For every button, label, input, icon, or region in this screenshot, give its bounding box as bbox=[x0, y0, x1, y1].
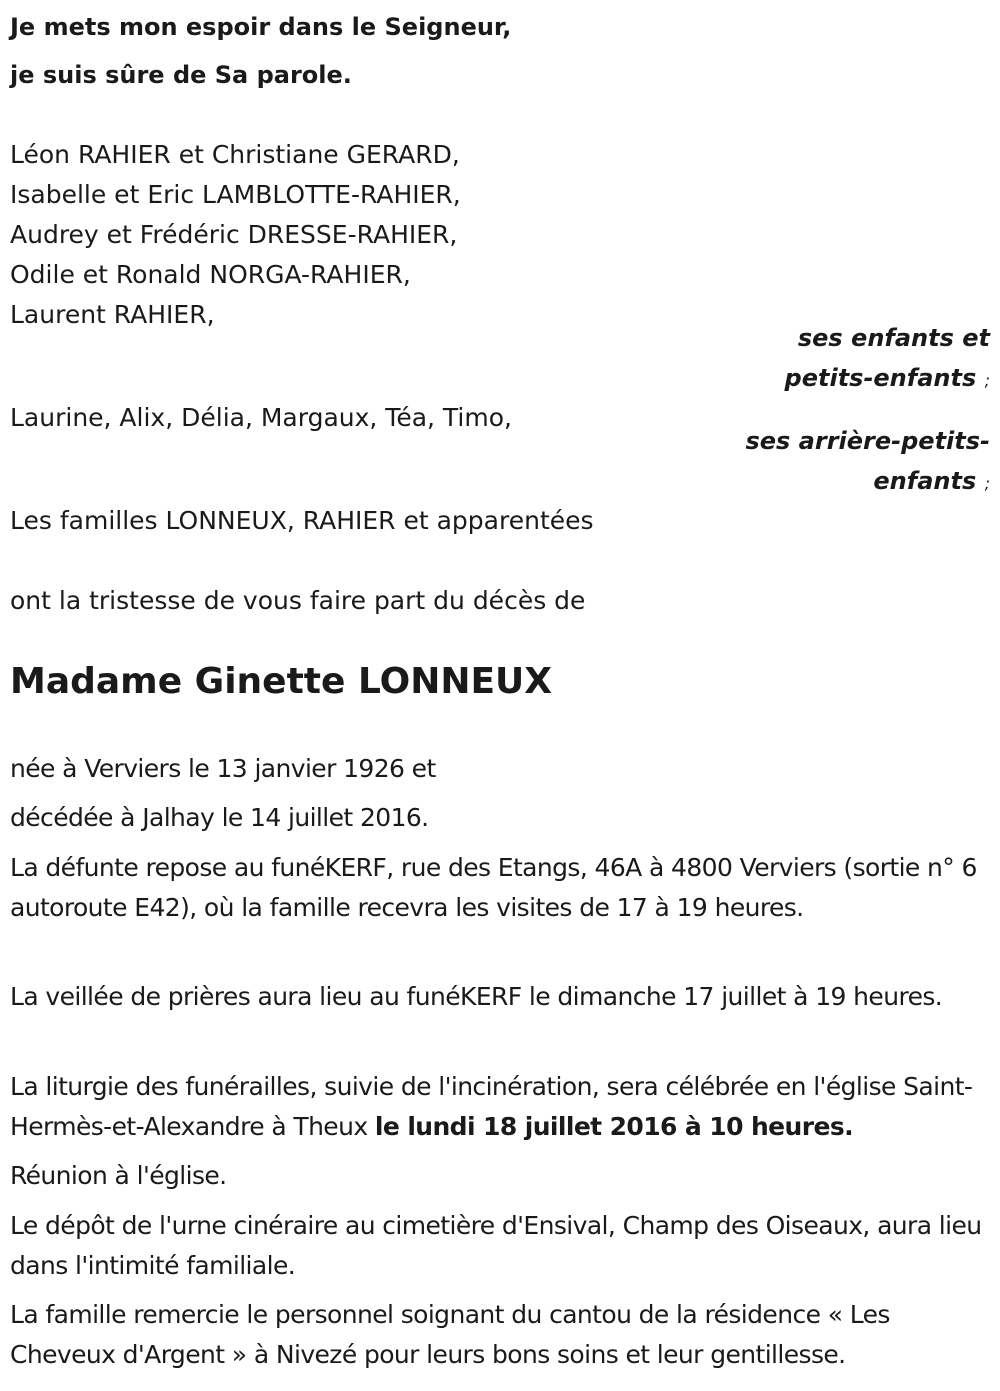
great-grandchildren-relation-line-1: ses arrière-petits- bbox=[745, 427, 990, 455]
birth-line: née à Verviers le 13 janvier 1926 et bbox=[10, 754, 436, 783]
children-relation-line-1: ses enfants et bbox=[797, 324, 990, 352]
children-relation-line-2 bbox=[785, 363, 990, 396]
child-line-4: Odile et Ronald NORGA-RAHIER, bbox=[10, 260, 411, 289]
vigil-paragraph: La veillée de prières aura lieu au funéKERF le dimanche 17 juillet à 19 heures. bbox=[10, 982, 943, 1011]
liturgy-text: La liturgie des funérailles, suivie de l'incinération, sera célébrée en l'église Saint-Hermès-et-Alexandre à Theux bbox=[10, 1072, 973, 1141]
families-line: Les familles LONNEUX, RAHIER et apparentées bbox=[10, 506, 594, 535]
child-line-5: Laurent RAHIER, bbox=[10, 300, 215, 329]
children-relation-text: petits-enfants bbox=[784, 364, 977, 392]
thanks-paragraph: La famille remercie le personnel soignant du cantou de la résidence « Les Cheveux d'Argent » à Nivezé pour leurs bons soins et leur gentillesse. bbox=[10, 1300, 890, 1369]
urn-paragraph: Le dépôt de l'urne cinéraire au cimetière d'Ensival, Champ des Oiseaux, aura lieu dans l'intimité familiale. bbox=[10, 1211, 982, 1280]
liturgy-paragraph bbox=[10, 1067, 995, 1147]
death-line: décédée à Jalhay le 14 juillet 2016. bbox=[10, 803, 429, 832]
great-grandchildren-line: Laurine, Alix, Délia, Margaux, Téa, Timo, bbox=[10, 403, 512, 432]
child-line-2: Isabelle et Eric LAMBLOTTE-RAHIER, bbox=[10, 180, 461, 209]
great-grandchildren-relation-text: enfants bbox=[873, 467, 977, 495]
great-grandchildren-relation-line-2 bbox=[873, 466, 990, 499]
quote-line-2: je suis sûre de Sa parole. bbox=[10, 61, 352, 89]
announcement-line: ont la tristesse de vous faire part du décès de bbox=[10, 586, 586, 615]
quote-line-1: Je mets mon espoir dans le Seigneur, bbox=[10, 13, 512, 41]
children-relation-punct: ; bbox=[984, 371, 990, 390]
child-line-1: Léon RAHIER et Christiane GERARD, bbox=[10, 140, 460, 169]
meeting-line: Réunion à l'église. bbox=[10, 1161, 227, 1190]
deceased-name: Madame Ginette LONNEUX bbox=[10, 661, 553, 702]
liturgy-date-emphasis: le lundi 18 juillet 2016 à 10 heures. bbox=[374, 1112, 853, 1141]
child-line-3: Audrey et Frédéric DRESSE-RAHIER, bbox=[10, 220, 458, 249]
repose-paragraph: La défunte repose au funéKERF, rue des Etangs, 46A à 4800 Verviers (sortie n° 6 autoroute E42), où la famille recevra les visites de 17 à 19 heures. bbox=[10, 853, 977, 922]
great-grandchildren-relation-punct: ; bbox=[984, 474, 990, 493]
